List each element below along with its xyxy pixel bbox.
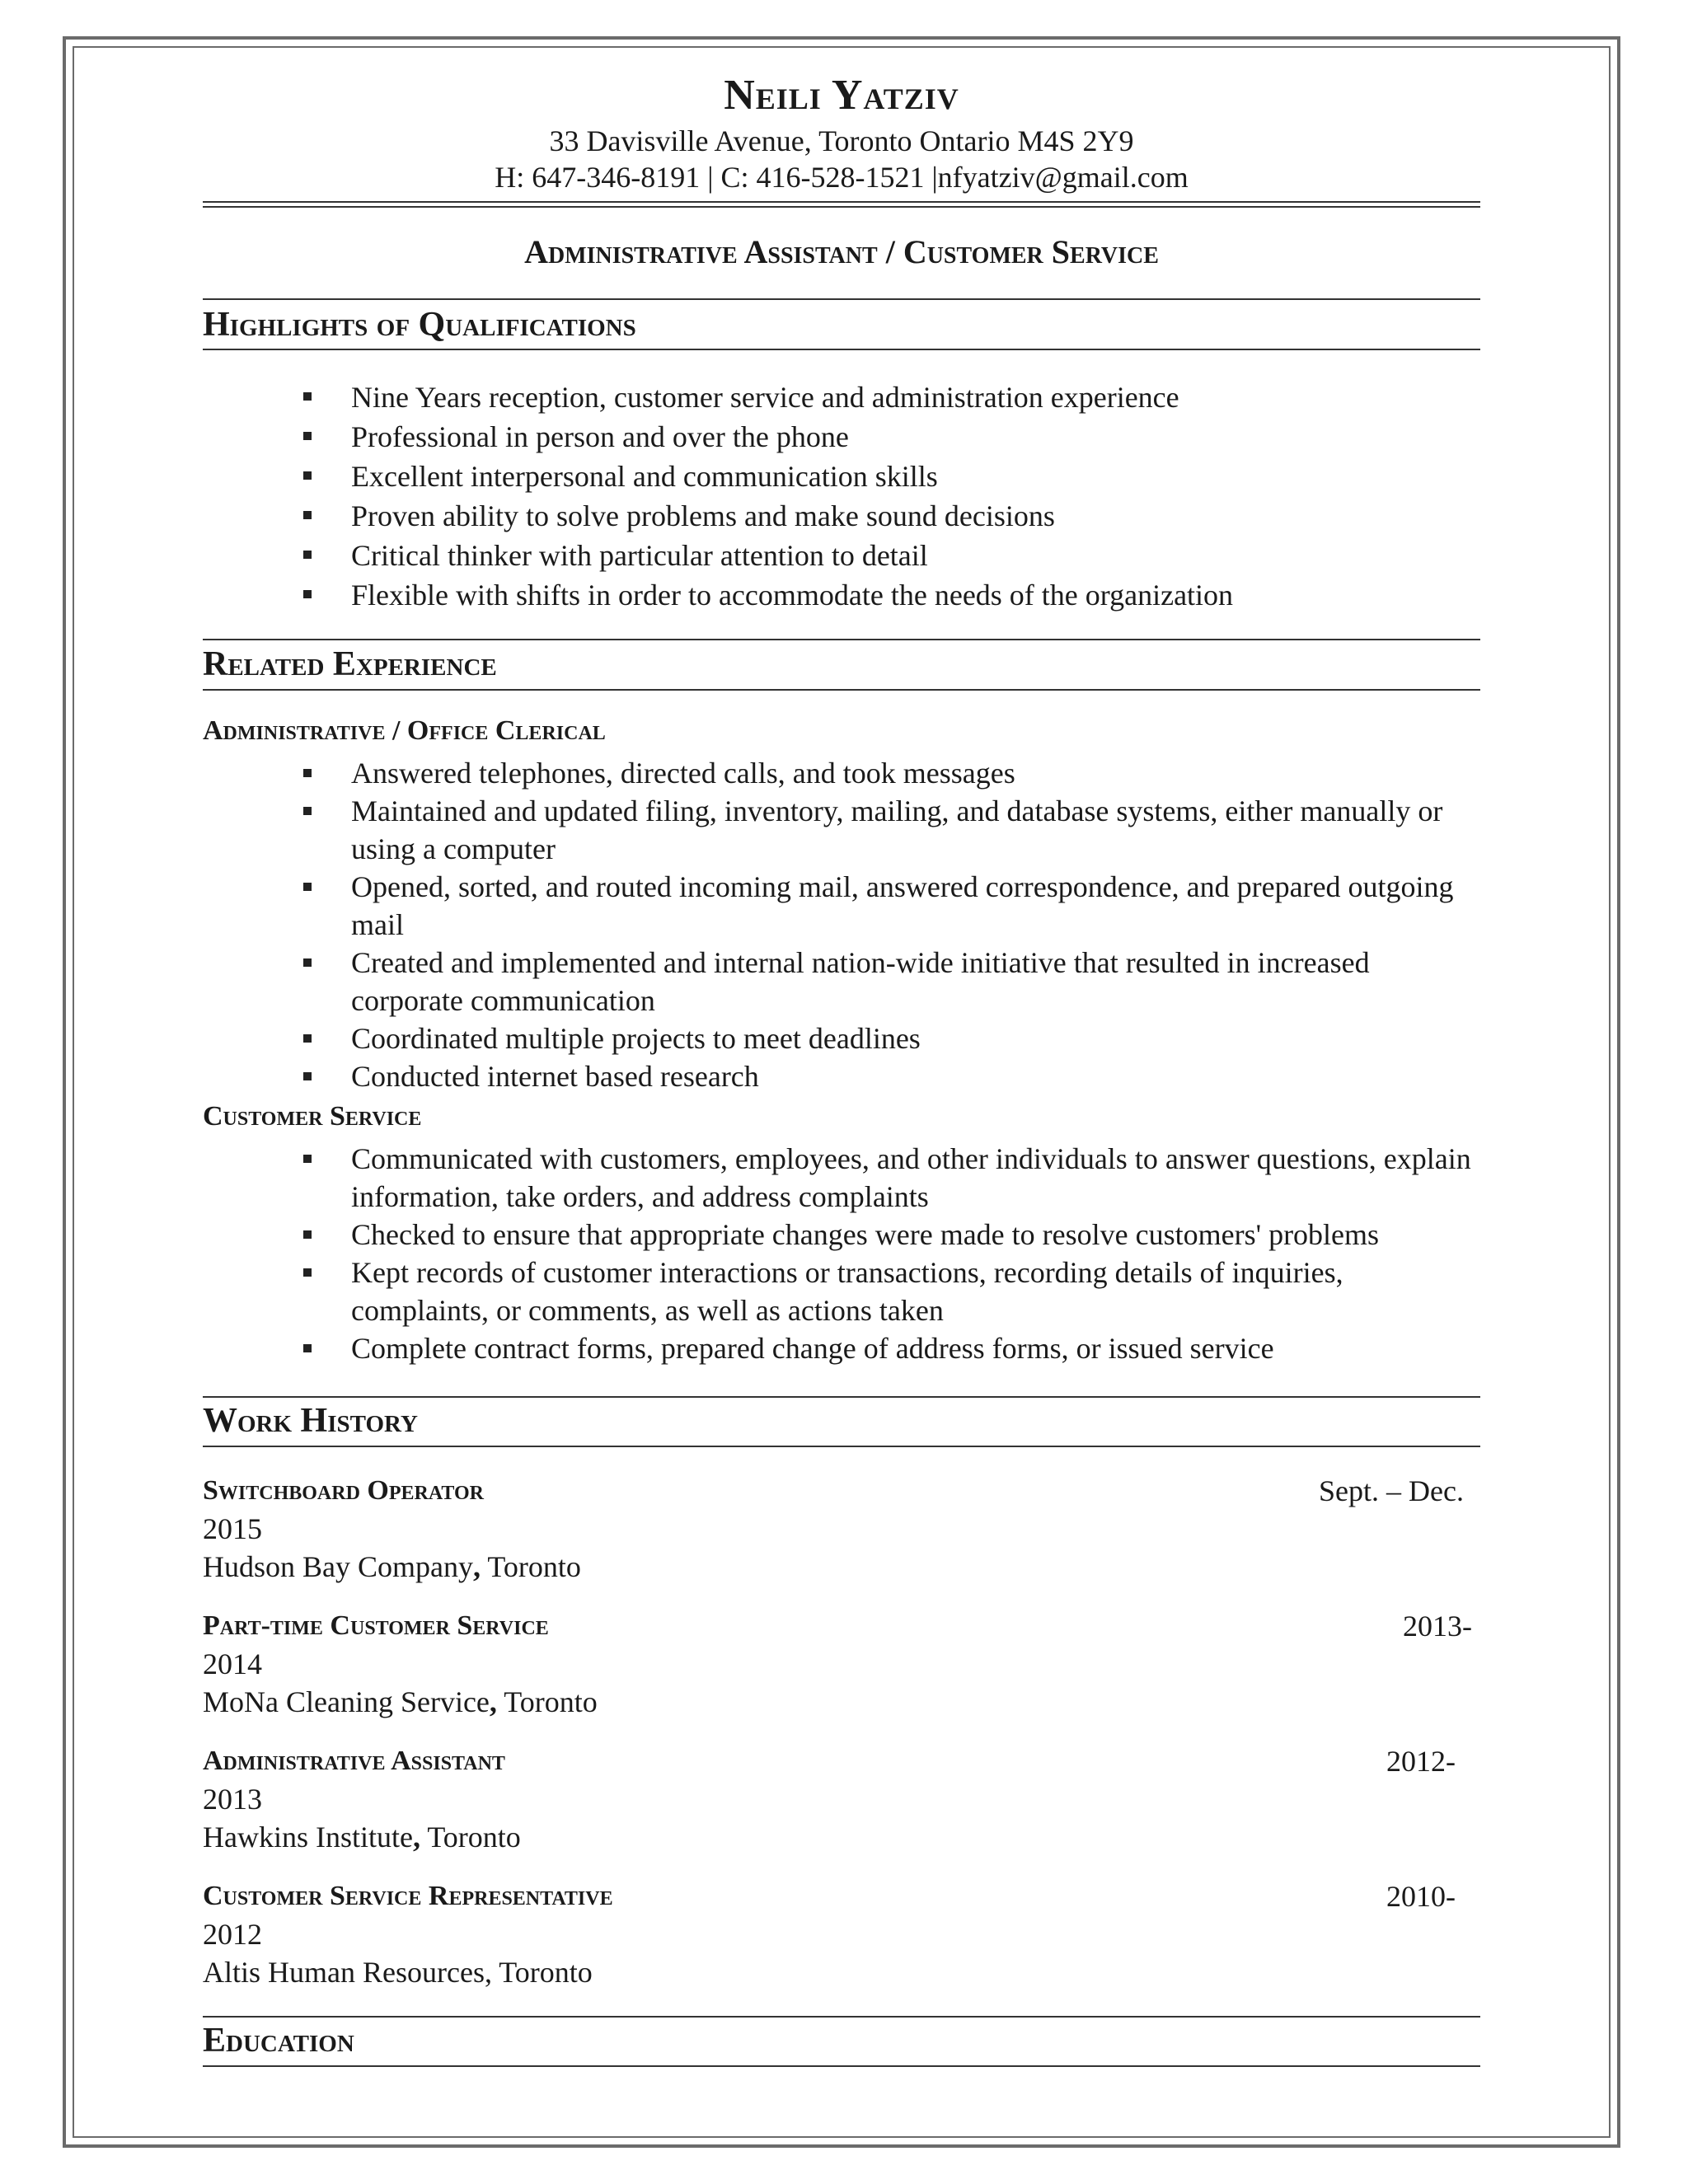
list-item: Complete contract forms, prepared change of address forms, or issued service	[203, 1329, 1480, 1367]
subsection-title-customer-service: Customer Service	[203, 1101, 422, 1132]
section-rule	[203, 2016, 1480, 2018]
job-date: 2010-	[1386, 1880, 1456, 1913]
list-item: Critical thinker with particular attention to detail	[203, 536, 1480, 575]
section-rule	[203, 1396, 1480, 1398]
list-item: Maintained and updated filing, inventory, mailing, and database systems, either manually or using a computer	[203, 792, 1480, 868]
customer-duties-list	[203, 1140, 1480, 1367]
list-item: Conducted internet based research	[203, 1057, 1480, 1095]
section-rule	[203, 298, 1480, 300]
job-title: Part-time Customer Service	[203, 1610, 549, 1641]
job-company: Hudson Bay Company, Toronto	[203, 1550, 581, 1583]
section-title-experience: Related Experience	[203, 645, 497, 683]
section-rule	[203, 689, 1480, 691]
job-title: Switchboard Operator	[203, 1475, 484, 1506]
job-year: 2014	[203, 1647, 262, 1680]
list-item: Excellent interpersonal and communication skills	[203, 457, 1480, 496]
admin-duties-list	[203, 754, 1480, 1095]
job-title: Administrative Assistant	[203, 1746, 505, 1776]
job-year: 2015	[203, 1512, 262, 1545]
section-rule	[203, 2065, 1480, 2067]
address: 33 Davisville Avenue, Toronto Ontario M4S 2Y9	[549, 124, 1134, 157]
list-item: Kept records of customer interactions or transactions, recording details of inquiries, complaints, or comments, as well as actions taken	[203, 1254, 1480, 1329]
list-item: Opened, sorted, and routed incoming mail, answered correspondence, and prepared outgoing mail	[203, 868, 1480, 944]
subsection-title-admin: Administrative / Office Clerical	[203, 715, 606, 746]
highlights-list	[203, 377, 1480, 615]
contact-line: H: 647-346-8191 | C: 416-528-1521 |nfyatziv@gmail.com	[495, 161, 1189, 194]
job-year: 2012	[203, 1918, 262, 1951]
section-title-highlights: Highlights of Qualifications	[203, 306, 636, 344]
list-item: Nine Years reception, customer service and administration experience	[203, 377, 1480, 417]
list-item: Checked to ensure that appropriate changes were made to resolve customers' problems	[203, 1216, 1480, 1254]
section-title-education: Education	[203, 2022, 354, 2060]
list-item: Communicated with customers, employees, and other individuals to answer questions, explain information, take orders, and address complaints	[203, 1140, 1480, 1216]
candidate-name: Neili Yatziv	[724, 72, 959, 119]
section-rule	[203, 349, 1480, 350]
job-year: 2013	[203, 1783, 262, 1816]
job-company: Altis Human Resources, Toronto	[203, 1956, 593, 1989]
list-item: Created and implemented and internal nation-wide initiative that resulted in increased corporate communication	[203, 944, 1480, 1019]
section-title-work-history: Work History	[203, 1402, 418, 1440]
objective-title: Administrative Assistant / Customer Service	[524, 233, 1159, 270]
job-date: 2013-	[1403, 1610, 1472, 1643]
job-title: Customer Service Representative	[203, 1881, 613, 1911]
header-divider	[203, 201, 1480, 208]
list-item: Professional in person and over the phone	[203, 417, 1480, 457]
list-item: Answered telephones, directed calls, and took messages	[203, 754, 1480, 792]
job-company: MoNa Cleaning Service, Toronto	[203, 1685, 598, 1718]
job-company: Hawkins Institute, Toronto	[203, 1821, 521, 1854]
list-item: Proven ability to solve problems and make sound decisions	[203, 496, 1480, 536]
job-date: 2012-	[1386, 1745, 1456, 1778]
section-rule	[203, 1446, 1480, 1447]
list-item: Coordinated multiple projects to meet deadlines	[203, 1019, 1480, 1057]
section-rule	[203, 639, 1480, 640]
list-item: Flexible with shifts in order to accommodate the needs of the organization	[203, 575, 1480, 615]
job-date: Sept. – Dec.	[1319, 1474, 1464, 1507]
